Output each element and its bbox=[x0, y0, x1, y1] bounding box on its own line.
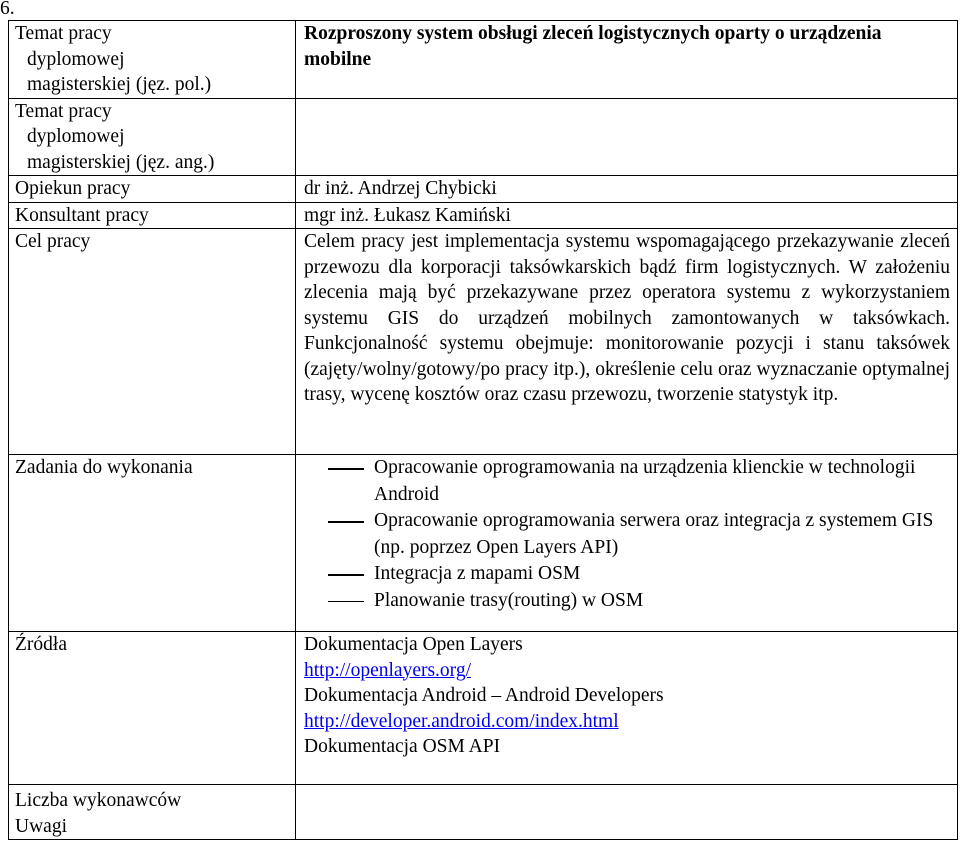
task-list bbox=[304, 455, 950, 614]
label-line: dyplomowej bbox=[27, 126, 125, 147]
source-link-openlayers[interactable]: http://openlayers.org/ bbox=[304, 659, 471, 681]
label-executors: Liczba wykonawców bbox=[15, 790, 182, 811]
label-sources: Źródła bbox=[9, 632, 296, 785]
value-supervisor: dr inż. Andrzej Chybicki bbox=[296, 176, 958, 203]
task-text: Planowanie trasy(routing) w OSM bbox=[374, 589, 644, 611]
value-tasks bbox=[296, 455, 958, 632]
row-topic-pl bbox=[9, 21, 958, 99]
label-line: dyplomowej bbox=[27, 48, 125, 70]
task-item bbox=[304, 588, 950, 615]
row-consultant bbox=[9, 202, 958, 229]
value-executors-notes bbox=[296, 785, 958, 840]
task-text: Opracowanie oprogramowania na urządzenia klienckie w technologii Android bbox=[374, 457, 916, 505]
row-tasks bbox=[9, 455, 958, 632]
label-executors-notes bbox=[9, 785, 296, 840]
value-consultant: mgr inż. Łukasz Kamiński bbox=[296, 202, 958, 229]
task-item bbox=[304, 561, 950, 588]
thesis-topic-table bbox=[8, 20, 958, 840]
dash-bullet-icon bbox=[328, 455, 364, 482]
source-link-android[interactable]: http://developer.android.com/index.html bbox=[304, 710, 619, 732]
label-supervisor: Opiekun pracy bbox=[9, 176, 296, 203]
label-consultant: Konsultant pracy bbox=[9, 202, 296, 229]
label-line: magisterskiej (jęz. ang.) bbox=[27, 151, 215, 173]
task-item bbox=[304, 455, 950, 508]
label-line: Temat pracy bbox=[15, 23, 112, 44]
label-line: magisterskiej (jęz. pol.) bbox=[27, 74, 212, 95]
source-title: Dokumentacja OSM API bbox=[304, 736, 501, 757]
section-number: 6. bbox=[0, 0, 15, 19]
dash-bullet-icon bbox=[328, 588, 364, 615]
row-supervisor bbox=[9, 176, 958, 203]
row-topic-en bbox=[9, 98, 958, 176]
task-text: Integracja z mapami OSM bbox=[374, 563, 581, 584]
value-topic-en bbox=[296, 98, 958, 176]
label-notes: Uwagi bbox=[15, 815, 67, 837]
dash-bullet-icon bbox=[328, 561, 364, 588]
task-item bbox=[304, 508, 950, 561]
label-line: Temat pracy bbox=[15, 100, 112, 122]
row-sources bbox=[9, 632, 958, 785]
source-title: Dokumentacja Open Layers bbox=[304, 634, 523, 655]
dash-bullet-icon bbox=[328, 508, 364, 535]
task-text: Opracowanie oprogramowania serwera oraz integracja z systemem GIS (np. poprzez Open Layers API) bbox=[374, 510, 934, 558]
label-goal: Cel pracy bbox=[9, 229, 296, 455]
row-executors-notes bbox=[9, 785, 958, 840]
label-topic-pl bbox=[9, 21, 296, 99]
source-title: Dokumentacja Android – Android Developers bbox=[304, 685, 664, 706]
value-topic-pl: Rozproszony system obsługi zleceń logistycznych oparty o urządzenia mobilne bbox=[296, 21, 958, 99]
value-sources bbox=[296, 632, 958, 785]
label-topic-en bbox=[9, 98, 296, 176]
label-tasks: Zadania do wykonania bbox=[9, 455, 296, 632]
row-goal bbox=[9, 229, 958, 455]
value-goal: Celem pracy jest implementacja systemu wspomagającego przekazywanie zleceń przewozu dla korporacji taksówkarskich bądź firm logistycznych. W założeniu zlecenia mają być przekazywane przez operatora systemu z wykorzystaniem systemu GIS do urządzeń mobilnych zamontowanych w taksówkach. Funkcjonalność systemu obejmuje: monitorowanie pozycji i stanu taksówek (zajęty/wolny/gotowy/po pracy itp.), określenie celu oraz wyznaczanie optymalnej trasy, wycenę kosztów oraz czasu przewozu, tworzenie statystyk itp. bbox=[296, 229, 958, 455]
